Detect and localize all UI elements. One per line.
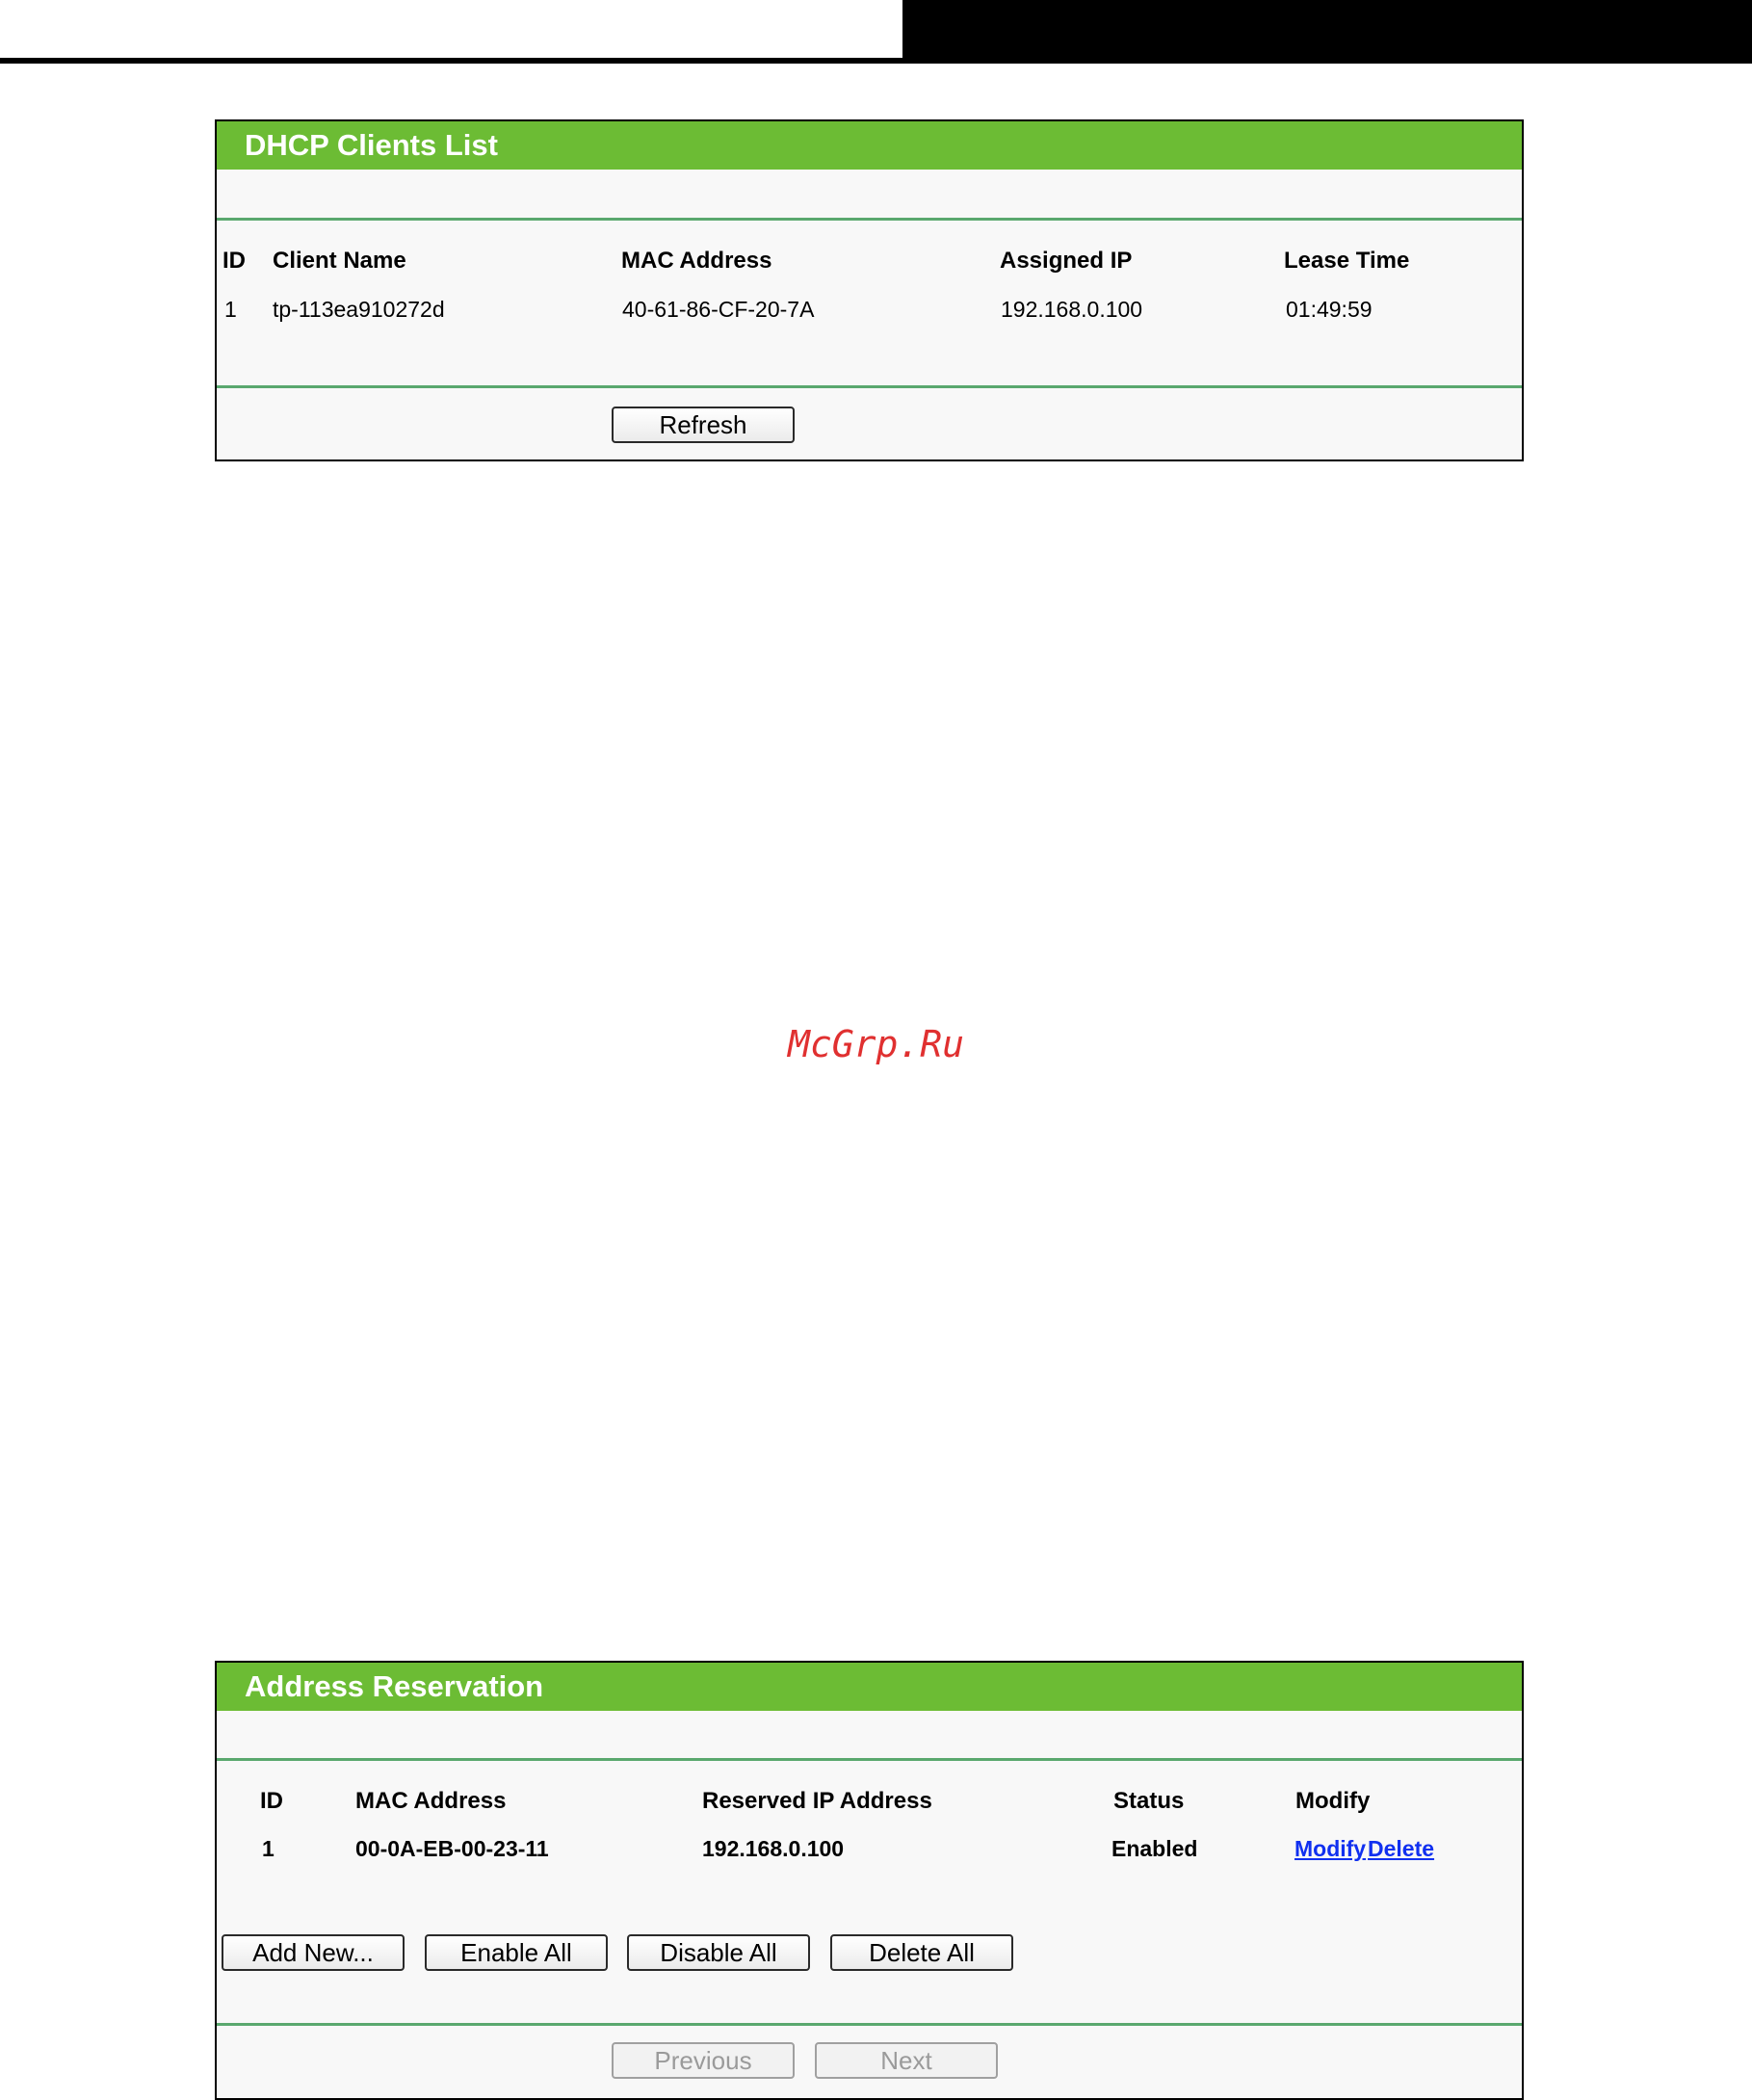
divider [217,385,1522,388]
cell-id: 1 [262,1836,275,1861]
col-header-mac-address: MAC Address [355,1788,507,1814]
cell-mac-address: 00-0A-EB-00-23-11 [355,1836,549,1861]
cell-lease-time: 01:49:59 [1286,297,1373,322]
cell-reserved-ip: 192.168.0.100 [702,1836,845,1861]
disable-all-button[interactable]: Disable All [627,1934,810,1971]
cell-mac-address: 40-61-86-CF-20-7A [622,297,815,322]
dhcp-clients-panel [215,119,1524,461]
divider [217,218,1522,221]
col-header-lease-time: Lease Time [1284,248,1410,274]
cell-status: Enabled [1111,1836,1198,1861]
col-header-status: Status [1113,1788,1185,1814]
address-reservation-panel [215,1661,1524,2100]
address-reservation-title: Address Reservation [217,1663,1522,1711]
header-rule [0,58,902,64]
divider [217,2023,1522,2026]
enable-all-button[interactable]: Enable All [425,1934,608,1971]
col-header-modify: Modify [1295,1788,1371,1814]
delete-link[interactable]: Delete [1368,1836,1435,1861]
header-black-bar [902,0,1752,64]
col-header-mac-address: MAC Address [621,248,772,274]
divider [217,1758,1522,1761]
col-header-reserved-ip: Reserved IP Address [702,1788,932,1814]
col-header-id: ID [260,1788,283,1814]
watermark: McGrp.Ru [787,1023,965,1065]
delete-all-button[interactable]: Delete All [830,1934,1013,1971]
cell-assigned-ip: 192.168.0.100 [1001,297,1143,322]
refresh-button[interactable]: Refresh [612,407,795,443]
add-new-button[interactable]: Add New... [222,1934,405,1971]
modify-link[interactable]: Modify [1294,1836,1367,1861]
col-header-client-name: Client Name [273,248,406,274]
cell-id: 1 [224,297,237,322]
next-button[interactable]: Next [815,2042,998,2079]
col-header-assigned-ip: Assigned IP [1000,248,1133,274]
dhcp-clients-title: DHCP Clients List [217,121,1522,170]
previous-button[interactable]: Previous [612,2042,795,2079]
cell-client-name: tp-113ea910272d [273,297,445,322]
col-header-id: ID [222,248,246,274]
